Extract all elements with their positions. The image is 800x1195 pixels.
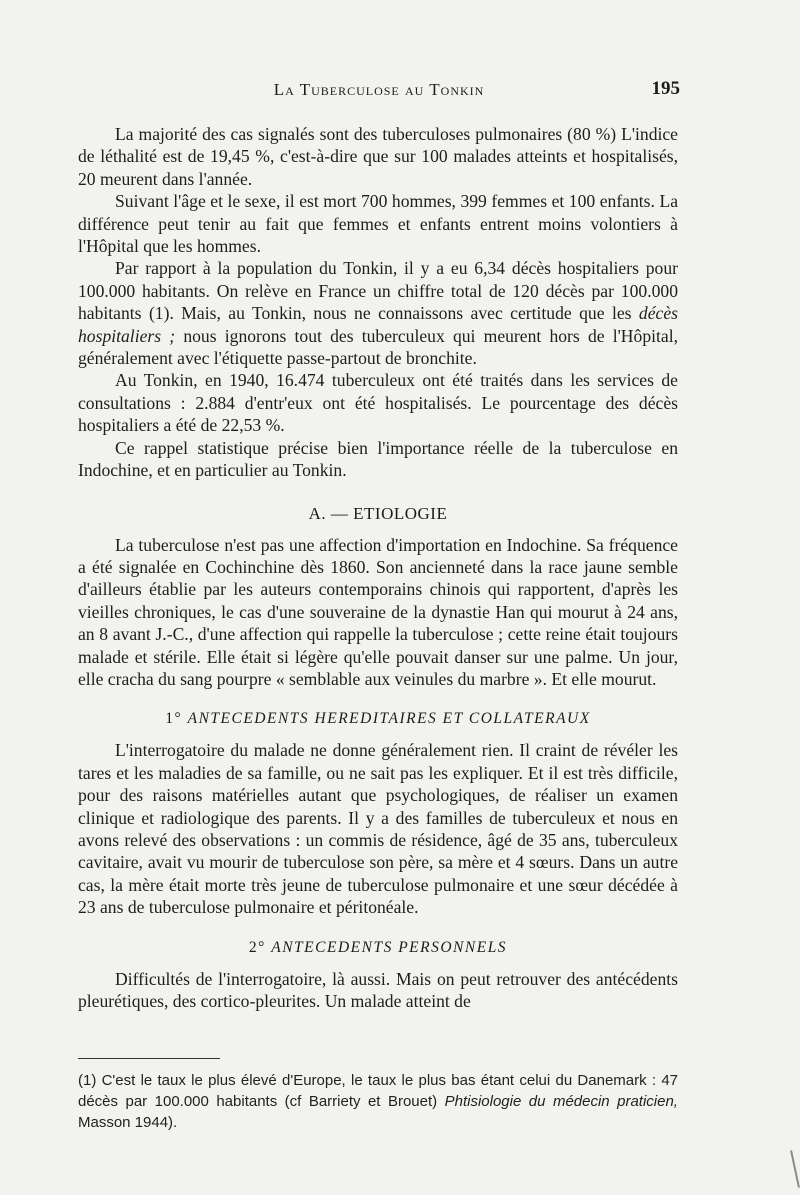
subheading-personal bbox=[78, 939, 678, 957]
body-text bbox=[78, 123, 678, 1012]
paragraph-hereditary: L'interrogatoire du malade ne donne généralement rien. Il craint de révéler les tares et les maladies de sa famille, ou ne sait pas les expliquer. Et il est très difficile, pour des raisons matérielles autant que psychologiques, de réaliser un examen clinique et radiologique des parents. Il y a des familles de tuberculeux et nous en avons relevé des observations : un commis de résidence, âgé de 35 ans, tuberculeux cavitaire, avait vu mourir de tuberculose son père, sa mère et 4 sœurs. Dans un autre cas, la mère était morte très jeune de tuberculose pulmonaire et une sœur décédée à 23 ans de tuberculose pulmonaire et péritonéale. bbox=[78, 740, 678, 918]
paragraph-lethality: La majorité des cas signalés sont des tuberculoses pulmonaires (80 %) L'indice de léthalité est de 19,45 %, c'est-à-dire que sur 100 malades atteints et hospitalisés, 20 meurent dans l'année. bbox=[78, 124, 678, 189]
subheading-personal-number: 2° bbox=[248, 938, 266, 956]
paragraph-population bbox=[78, 257, 678, 369]
footnote bbox=[78, 1070, 678, 1133]
paragraph-population-text-a: Par rapport à la population du Tonkin, il y a eu 6,34 décès hospitaliers pour 100.000 habitants. On relève en France un chiffre total de 120 décès par 100.000 habitants (1). Mais, au Tonkin, nous ne connaissons avec certitude que les bbox=[78, 258, 678, 324]
paragraph-personal: Difficultés de l'interrogatoire, là aussi. Mais on peut retrouver des antécédents pleurétiques, des cortico-pleurites. Un malade atteint de bbox=[78, 968, 678, 1011]
footnote-divider bbox=[78, 1058, 220, 1059]
page-header bbox=[78, 78, 680, 104]
footnote-text-a: (1) C'est le taux le plus élevé d'Europe, le taux le plus bas étant celui du Danemark : 47 décès par 100.000 habitants (cf Barriety et Brouet) bbox=[78, 1072, 678, 1110]
subheading-personal-title: ANTECEDENTS PERSONNELS bbox=[271, 938, 508, 956]
paragraph-population-text-b: nous ignorons tout des tuberculeux qui meurent hors de l'Hôpital, généralement avec l'étiquette passe-partout de bronchite. bbox=[78, 325, 678, 369]
subheading-hereditary-number: 1° bbox=[165, 710, 183, 728]
paragraph-consultations: Au Tonkin, en 1940, 16.474 tuberculeux ont été traités dans les services de consultations : 2.884 d'entr'eux ont été hospitalisés. Le pourcentage des décès hospitaliers a été de 22,53 %. bbox=[78, 370, 678, 436]
subheading-hereditary bbox=[78, 710, 678, 728]
running-title: La Tuberculose au Tonkin bbox=[273, 80, 485, 99]
section-heading-etiologie: A. — ETIOLOGIE bbox=[308, 503, 448, 523]
paragraph-statistics-recall: Ce rappel statistique précise bien l'importance réelle de la tuberculose en Indochine, et en particulier au Tonkin. bbox=[78, 437, 678, 481]
page-number: 195 bbox=[651, 78, 680, 99]
subheading-hereditary-title: ANTECEDENTS HEREDITAIRES ET COLLATERAUX bbox=[187, 710, 591, 728]
scan-edge-mark bbox=[790, 1150, 800, 1188]
paragraph-population-emphasis: décès hospitaliers ; bbox=[78, 303, 678, 346]
footnote-text-b: Masson 1944). bbox=[78, 1114, 178, 1131]
paragraph-age-sex: Suivant l'âge et le sexe, il est mort 700 hommes, 399 femmes et 100 enfants. La différence peut tenir au fait que femmes et enfants entrent moins volontiers à l'Hôpital que les hommes. bbox=[78, 191, 678, 257]
paragraph-etiology: La tuberculose n'est pas une affection d'importation en Indochine. Sa fréquence a été signalée en Cochinchine dès 1860. Son ancienneté dans la race jaune semble d'ailleurs établie par les auteurs contemporains chinois qui rapportent, d'après les vieilles chroniques, le cas d'une souveraine de la dynastie Han qui mourut à 24 ans, an 8 avant J.-C., d'une affection qui rappelle la tuberculose ; cette reine était toujours malade et stérile. Elle était si légère qu'elle pouvait danser sur une palme. Un jour, elle cracha du sang pourpre « semblable aux veinules du marbre ». Et elle mourut. bbox=[78, 534, 678, 689]
footnote-book-title: Phtisiologie du médecin praticien, bbox=[444, 1093, 678, 1110]
